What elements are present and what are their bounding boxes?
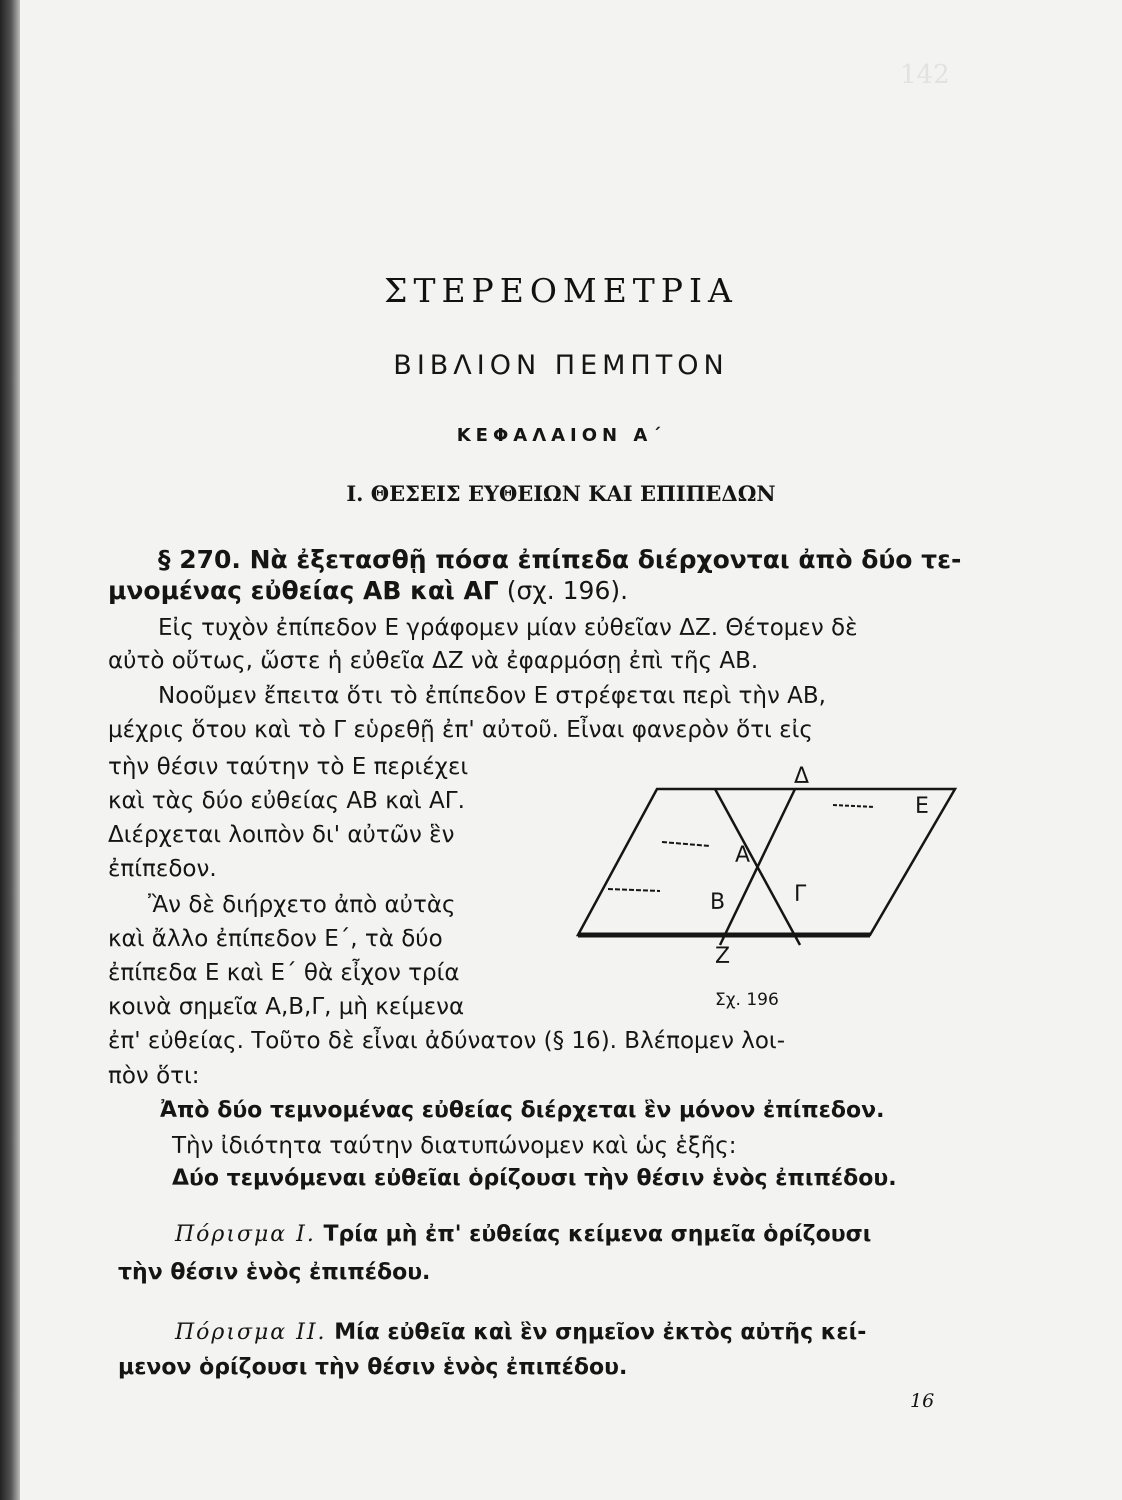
label-delta: Δ [794, 764, 810, 789]
body-line: Νοοῦμεν ἔπειτα ὅτι τὸ ἐπίπεδον Ε στρέφεται περὶ τὴν ΑΒ, [158, 683, 826, 709]
figure-caption: Σχ. 196 [715, 990, 779, 1010]
body-line: Ἂν δὲ διήρχετο ἀπὸ αὐτὰς [148, 892, 456, 918]
problem-statement-text: § 270. Νὰ ἐξετασθῇ πόσα ἐπίπεδα διέρχονται ἀπὸ δύο τε- [158, 545, 962, 574]
problem-statement-line-1 [158, 545, 961, 574]
corollary-1-line-1 [175, 1222, 871, 1247]
body-line: μέχρις ὅτου καὶ τὸ Γ εὑρεθῇ ἐπ' αὐτοῦ. Εἶναι φανερὸν ὅτι εἰς [108, 717, 813, 743]
corollary-2-text: Μία εὐθεῖα καὶ ἓν σημεῖον ἐκτὸς αὐτῆς κεί- [326, 1320, 867, 1345]
corollary-1-text: Τρία μὴ ἐπ' εὐθείας κείμενα σημεῖα ὁρίζουσι [315, 1222, 872, 1247]
body-line: ἐπ' εὐθείας. Τοῦτο δὲ εἶναι ἀδύνατον (§ 16). Βλέπομεν λοι- [108, 1028, 786, 1054]
body-line: ἐπίπεδον. [108, 856, 217, 882]
label-alpha: Α [735, 843, 751, 868]
hatch-mark [662, 842, 710, 846]
body-line: Εἰς τυχὸν ἐπίπεδον Ε γράφομεν μίαν εὐθεῖαν ΔΖ. Θέτομεν δὲ [158, 615, 858, 641]
page-title: ΣΤΕΡΕΟΜΕΤΡΙΑ [384, 271, 738, 310]
plane-E-outline [578, 789, 955, 935]
corollary-2-line-2: μενον ὁρίζουσι τὴν θέσιν ἑνὸς ἐπιπέδου. [118, 1355, 628, 1380]
label-gamma: Γ [794, 882, 807, 907]
body-line: κοινὰ σημεῖα Α,Β,Γ, μὴ κείμενα [108, 994, 465, 1020]
corollary-1-line-2: τὴν θέσιν ἑνὸς ἐπιπέδου. [118, 1260, 431, 1285]
hatch-mark [608, 889, 660, 891]
corollary-2-line-1 [175, 1320, 866, 1345]
corollary-2-label: Πόρισμα II. [175, 1320, 327, 1345]
section-heading: I. ΘΕΣΕΙΣ ΕΥΘΕΙΩΝ ΚΑΙ ΕΠΙΠΕΔΩΝ [346, 481, 776, 506]
body-line: καὶ ἄλλο ἐπίπεδον Ε΄, τὰ δύο [108, 926, 443, 952]
corollary-1-label: Πόρισμα I. [175, 1222, 316, 1247]
problem-statement-bold: μνομένας εὐθείας ΑΒ καὶ ΑΓ [108, 576, 499, 605]
page-number: 16 [910, 1390, 935, 1412]
book-heading: ΒΙΒΛΙΟΝ ΠΕΜΠΤΟΝ [393, 350, 729, 381]
figure-reference: (σχ. 196). [498, 576, 629, 605]
theorem-statement: Ἀπὸ δύο τεμνομένας εὐθείας διέρχεται ἓν μόνον ἐπίπεδον. [160, 1098, 885, 1123]
theorem-restated: Δύο τεμνόμεναι εὐθεῖαι ὁρίζουσι τὴν θέσιν ἑνὸς ἐπιπέδου. [172, 1166, 897, 1191]
hatch-mark [833, 805, 875, 807]
body-line: τὴν θέσιν ταύτην τὸ Ε περιέχει [108, 754, 469, 780]
label-beta: Β [710, 890, 726, 915]
label-zeta: Ζ [715, 944, 731, 969]
body-line: Διέρχεται λοιπὸν δι' αὐτῶν ἓν [108, 822, 455, 848]
chapter-heading: ΚΕΦΑΛΑΙΟΝ Α΄ [456, 425, 666, 446]
bleed-through-page-number: 142 [900, 60, 950, 90]
problem-statement-line-2 [108, 576, 628, 605]
figure-196 [570, 755, 970, 1015]
body-line: καὶ τὰς δύο εὐθείας ΑΒ καὶ ΑΓ. [108, 788, 465, 814]
body-line: αὐτὸ οὕτως, ὥστε ἡ εὐθεῖα ΔΖ νὰ ἐφαρμόσῃ ἐπὶ τῆς ΑΒ. [108, 648, 759, 674]
line-AG [720, 789, 795, 945]
restatement-intro: Τὴν ἰδιότητα ταύτην διατυπώνομεν καὶ ὡς ἑξῆς: [172, 1133, 737, 1159]
body-line: ἐπίπεδα Ε καὶ Ε΄ θὰ εἶχον τρία [108, 960, 460, 986]
book-spine-shadow [0, 0, 20, 1500]
body-line: πὸν ὅτι: [108, 1063, 200, 1089]
label-epsilon: Ε [915, 794, 929, 819]
